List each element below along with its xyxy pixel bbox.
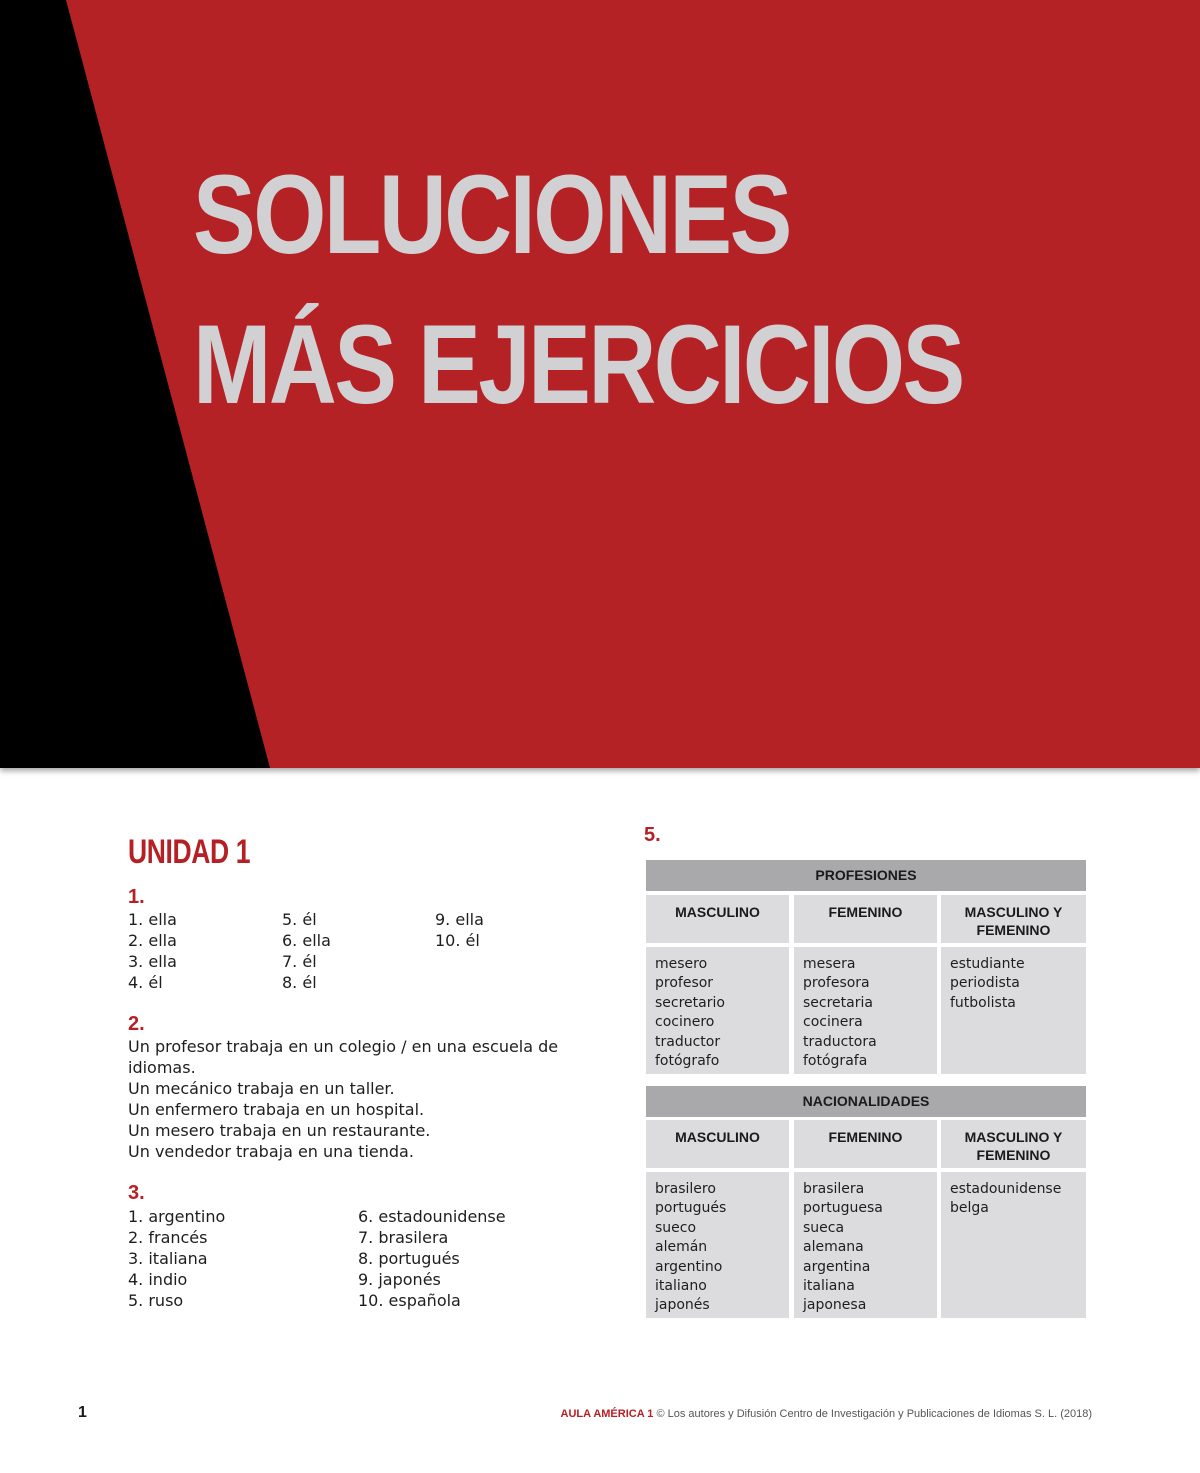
list-item: 2. ella <box>128 931 177 950</box>
word: brasilera <box>803 1181 865 1197</box>
masculino-cell <box>646 947 789 1074</box>
word: italiano <box>655 1278 707 1295</box>
word: italiana <box>803 1278 855 1295</box>
list-item: 10. española <box>358 1291 461 1310</box>
word: traductor <box>655 1033 721 1050</box>
femenino-cell <box>794 947 937 1074</box>
word: traductora <box>803 1033 877 1050</box>
list-item: 3. ella <box>128 952 177 971</box>
page-number: 1 <box>78 1404 87 1421</box>
ambos-cell <box>941 947 1086 1074</box>
column-header: FEMENINO <box>794 1120 937 1168</box>
list-item: 1. argentino <box>128 1207 226 1226</box>
word: sueca <box>803 1219 845 1236</box>
table-title: NACIONALIDADES <box>646 1086 1086 1117</box>
word: cocinera <box>803 1014 863 1031</box>
exercise-1-column-2 <box>282 909 331 993</box>
word: mesero <box>655 956 708 972</box>
answer-line: Un mecánico trabaja en un taller. <box>128 1079 395 1098</box>
word: alemana <box>803 1239 864 1256</box>
word: argentina <box>803 1258 871 1275</box>
word: secretaria <box>803 994 873 1011</box>
word: brasilero <box>655 1181 716 1197</box>
column-header: FEMENINO <box>794 895 937 943</box>
word: profesora <box>803 975 870 992</box>
exercise-2-answers <box>128 1036 568 1162</box>
column-header: MASCULINO <box>646 895 789 943</box>
profesiones-table <box>646 860 1086 1074</box>
word: profesor <box>655 975 714 992</box>
exercise-3-column-2 <box>358 1206 506 1311</box>
answer-line: Un profesor trabaja en un colegio / en una escuela de idiomas. <box>128 1037 559 1077</box>
list-item: 4. indio <box>128 1270 188 1289</box>
footer-credit <box>561 1408 1092 1420</box>
list-item: 2. francés <box>128 1228 208 1247</box>
list-item: 4. él <box>128 973 163 992</box>
list-item: 9. japonés <box>358 1270 441 1289</box>
list-item: 6. ella <box>282 931 331 950</box>
word: secretario <box>655 994 725 1011</box>
masculino-cell <box>646 1172 789 1318</box>
nacionalidades-table <box>646 1086 1086 1318</box>
list-item: 7. él <box>282 952 317 971</box>
word: futbolista <box>950 994 1016 1011</box>
exercise-3-number: 3. <box>128 1182 145 1204</box>
list-item: 1. ella <box>128 910 177 929</box>
list-item: 7. brasilera <box>358 1228 449 1247</box>
word: portuguesa <box>803 1200 883 1217</box>
title-line-2: MÁS EJERCICIOS <box>193 302 963 427</box>
word: portugués <box>655 1200 727 1217</box>
column-header: MASCULINO Y FEMENINO <box>941 895 1086 943</box>
word: cocinero <box>655 1014 715 1031</box>
word: japonés <box>655 1297 710 1314</box>
list-item: 10. él <box>435 931 480 950</box>
list-item: 6. estadounidense <box>358 1207 506 1226</box>
exercise-1-number: 1. <box>128 886 145 908</box>
word: sueco <box>655 1219 697 1236</box>
answer-line: Un enfermero trabaja en un hospital. <box>128 1100 425 1119</box>
word: estudiante <box>950 956 1025 972</box>
word: argentino <box>655 1258 723 1275</box>
unit-title: UNIDAD 1 <box>128 833 251 871</box>
word: fotógrafo <box>655 1053 720 1070</box>
word: estadounidense <box>950 1181 1062 1197</box>
exercise-5-number: 5. <box>644 824 661 846</box>
list-item: 5. él <box>282 910 317 929</box>
word: fotógrafa <box>803 1053 868 1070</box>
title-line-1: SOLUCIONES <box>193 152 790 277</box>
answer-line: Un vendedor trabaja en una tienda. <box>128 1142 414 1161</box>
column-header: MASCULINO Y FEMENINO <box>941 1120 1086 1168</box>
femenino-cell <box>794 1172 937 1318</box>
ambos-cell <box>941 1172 1086 1318</box>
list-item: 5. ruso <box>128 1291 184 1310</box>
exercise-2-number: 2. <box>128 1013 145 1035</box>
list-item: 8. él <box>282 973 317 992</box>
table-title: PROFESIONES <box>646 860 1086 891</box>
word: japonesa <box>803 1297 867 1314</box>
word: mesera <box>803 956 856 972</box>
exercise-1-column-3 <box>435 909 484 951</box>
list-item: 9. ella <box>435 910 484 929</box>
exercise-1-column-1 <box>128 909 177 993</box>
footer-copyright: © Los autores y Difusión Centro de Investigación y Publicaciones de Idiomas S. L. (2018) <box>656 1408 1092 1420</box>
word: periodista <box>950 975 1020 992</box>
list-item: 8. portugués <box>358 1249 460 1268</box>
page-title <box>193 140 963 440</box>
list-item: 3. italiana <box>128 1249 208 1268</box>
exercise-3-column-1 <box>128 1206 225 1311</box>
footer-brand: AULA AMÉRICA 1 <box>560 1408 654 1420</box>
column-header: MASCULINO <box>646 1120 789 1168</box>
word: alemán <box>655 1239 708 1256</box>
answer-line: Un mesero trabaja en un restaurante. <box>128 1121 431 1140</box>
word: belga <box>950 1200 989 1217</box>
